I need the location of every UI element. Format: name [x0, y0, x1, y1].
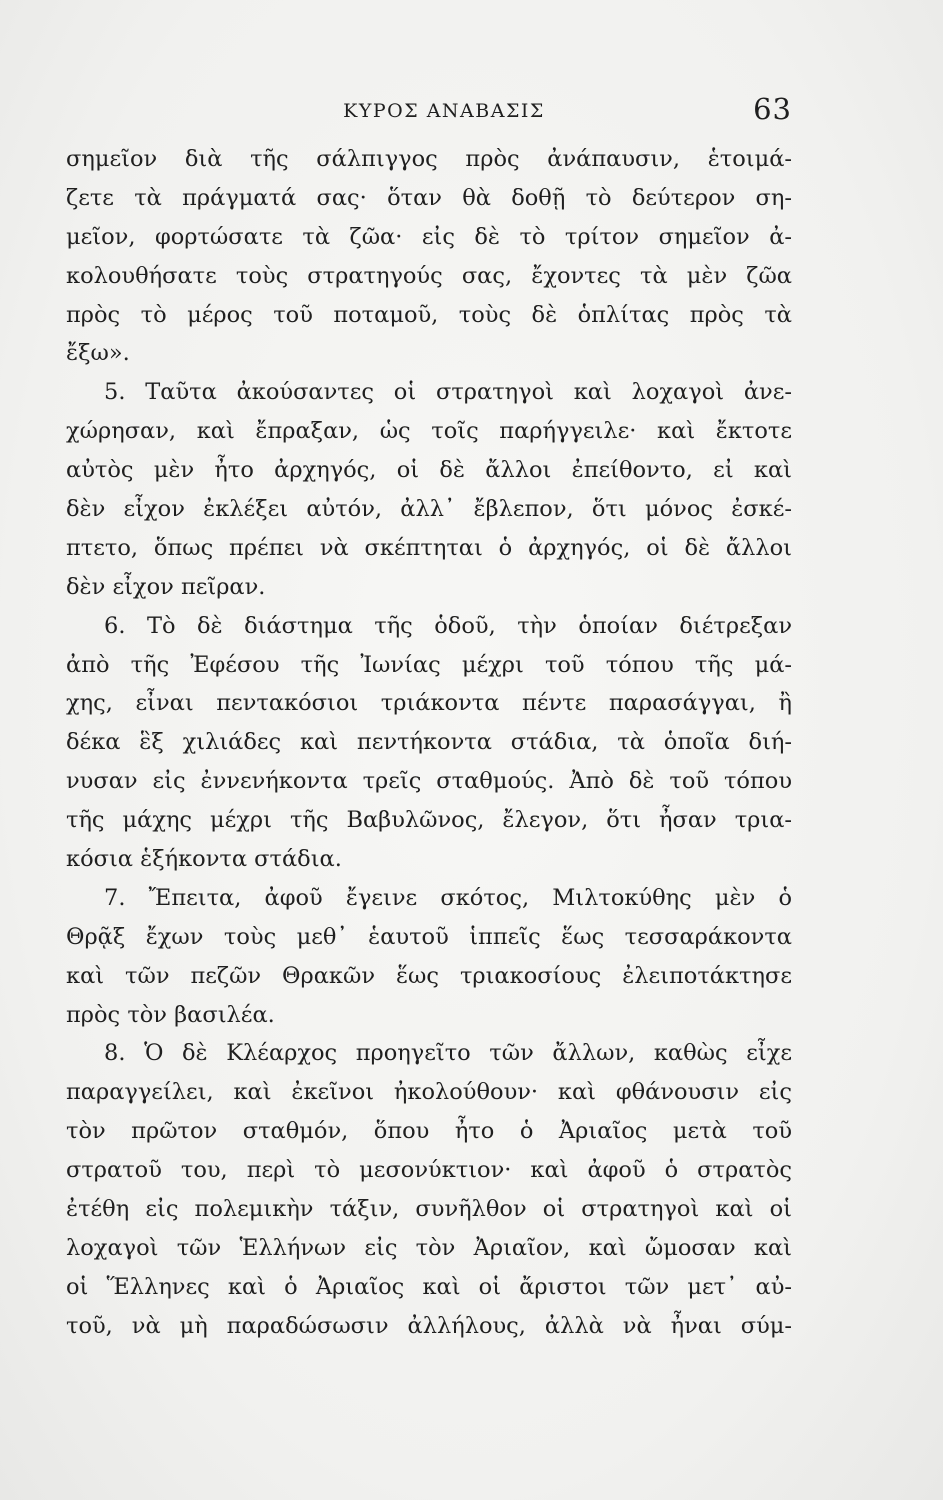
text-line: οἱ Ἕλληνες καὶ ὁ Ἀριαῖος καὶ οἱ ἄριστοι τῶν μετ᾽ αὐ- — [66, 1273, 792, 1300]
paragraph-start-5: 5. Ταῦτα ἀκούσαντες οἱ στρατηγοὶ καὶ λοχαγοὶ ἀνε- — [104, 379, 792, 406]
text-line: δὲν εἶχον ἐκλέξει αὐτόν, ἀλλ᾽ ἔβλεπον, ὅτι μόνος ἐσκέ- — [66, 496, 792, 523]
text-line: χώρησαν, καὶ ἔπραξαν, ὡς τοῖς παρήγγειλε· καὶ ἔκτοτε — [66, 418, 792, 445]
running-head — [66, 92, 792, 132]
text-line: δὲν εἶχον πεῖραν. — [66, 573, 266, 600]
paragraph-start-8: 8. Ὁ δὲ Κλέαρχος προηγεῖτο τῶν ἄλλων, καθὼς εἶχε — [104, 1040, 792, 1067]
text-line: Θρᾷξ ἔχων τοὺς μεθ᾽ ἑαυτοῦ ἱππεῖς ἕως τεσσαράκοντα — [66, 923, 792, 950]
text-line: ζετε τὰ πράγματά σας· ὅταν θὰ δοθῇ τὸ δεύτερον ση- — [66, 184, 792, 211]
text-line: πρὸς τὸ μέρος τοῦ ποταμοῦ, τοὺς δὲ ὁπλίτας πρὸς τὰ — [66, 301, 792, 328]
text-line: αὐτὸς μὲν ἦτο ἀρχηγός, οἱ δὲ ἄλλοι ἐπείθοντο, εἰ καὶ — [66, 457, 792, 484]
text-line: τοῦ, νὰ μὴ παραδώσωσιν ἀλλήλους, ἀλλὰ νὰ ἦναι σύμ- — [66, 1312, 792, 1339]
page-number: 63 — [753, 92, 792, 126]
text-line: πρὸς τὸν βασιλέα. — [66, 1001, 275, 1028]
text-line: μεῖον, φορτώσατε τὰ ζῶα· εἰς δὲ τὸ τρίτον σημεῖον ἀ- — [66, 223, 792, 250]
text-line: κόσια ἑξήκοντα στάδια. — [66, 846, 342, 873]
paragraph-start-6: 6. Τὸ δὲ διάστημα τῆς ὁδοῦ, τὴν ὁποίαν διέτρεξαν — [104, 612, 792, 639]
text-line: παραγγείλει, καὶ ἐκεῖνοι ἠκολούθουν· καὶ φθάνουσιν εἰς — [66, 1079, 792, 1106]
text-line: δέκα ἓξ χιλιάδες καὶ πεντήκοντα στάδια, τὰ ὁποῖα διή- — [66, 729, 792, 756]
text-line: νυσαν εἰς ἐννενήκοντα τρεῖς σταθμούς. Ἀπὸ δὲ τοῦ τόπου — [66, 768, 792, 795]
text-line: ἐτέθη εἰς πολεμικὴν τάξιν, συνῆλθον οἱ στρατηγοὶ καὶ οἱ — [66, 1196, 792, 1223]
text-line: τὸν πρῶτον σταθμόν, ὅπου ἦτο ὁ Ἀριαῖος μετὰ τοῦ — [66, 1118, 792, 1145]
text-line: ἔξω». — [66, 340, 130, 367]
text-line: κολουθήσατε τοὺς στρατηγούς σας, ἔχοντες τὰ μὲν ζῶα — [66, 262, 792, 289]
text-line: ἀπὸ τῆς Ἐφέσου τῆς Ἰωνίας μέχρι τοῦ τόπου τῆς μά- — [66, 651, 792, 678]
paragraph-start-7: 7. Ἔπειτα, ἀφοῦ ἔγεινε σκότος, Μιλτοκύθης μὲν ὁ — [104, 884, 792, 911]
text-line: πτετο, ὅπως πρέπει νὰ σκέπτηται ὁ ἀρχηγός, οἱ δὲ ἄλλοι — [66, 534, 792, 561]
text-line: σημεῖον διὰ τῆς σάλπιγγος πρὸς ἀνάπαυσιν, ἑτοιμά- — [66, 146, 792, 172]
body-text — [66, 140, 792, 1346]
text-line: στρατοῦ του, περὶ τὸ μεσονύκτιον· καὶ ἀφοῦ ὁ στρατὸς — [66, 1157, 792, 1184]
running-head-title: ΚΥΡΟΣ ΑΝΑΒΑΣΙΣ — [343, 100, 545, 122]
text-line: καὶ τῶν πεζῶν Θρακῶν ἕως τριακοσίους ἐλειποτάκτησε — [66, 962, 792, 989]
text-line: τῆς μάχης μέχρι τῆς Βαβυλῶνος, ἔλεγον, ὅτι ἦσαν τρια- — [66, 807, 792, 834]
text-line: λοχαγοὶ τῶν Ἑλλήνων εἰς τὸν Ἀριαῖον, καὶ ὤμοσαν καὶ — [66, 1234, 792, 1261]
text-line: χης, εἶναι πεντακόσιοι τριάκοντα πέντε παρασάγγαι, ἢ — [66, 690, 792, 717]
